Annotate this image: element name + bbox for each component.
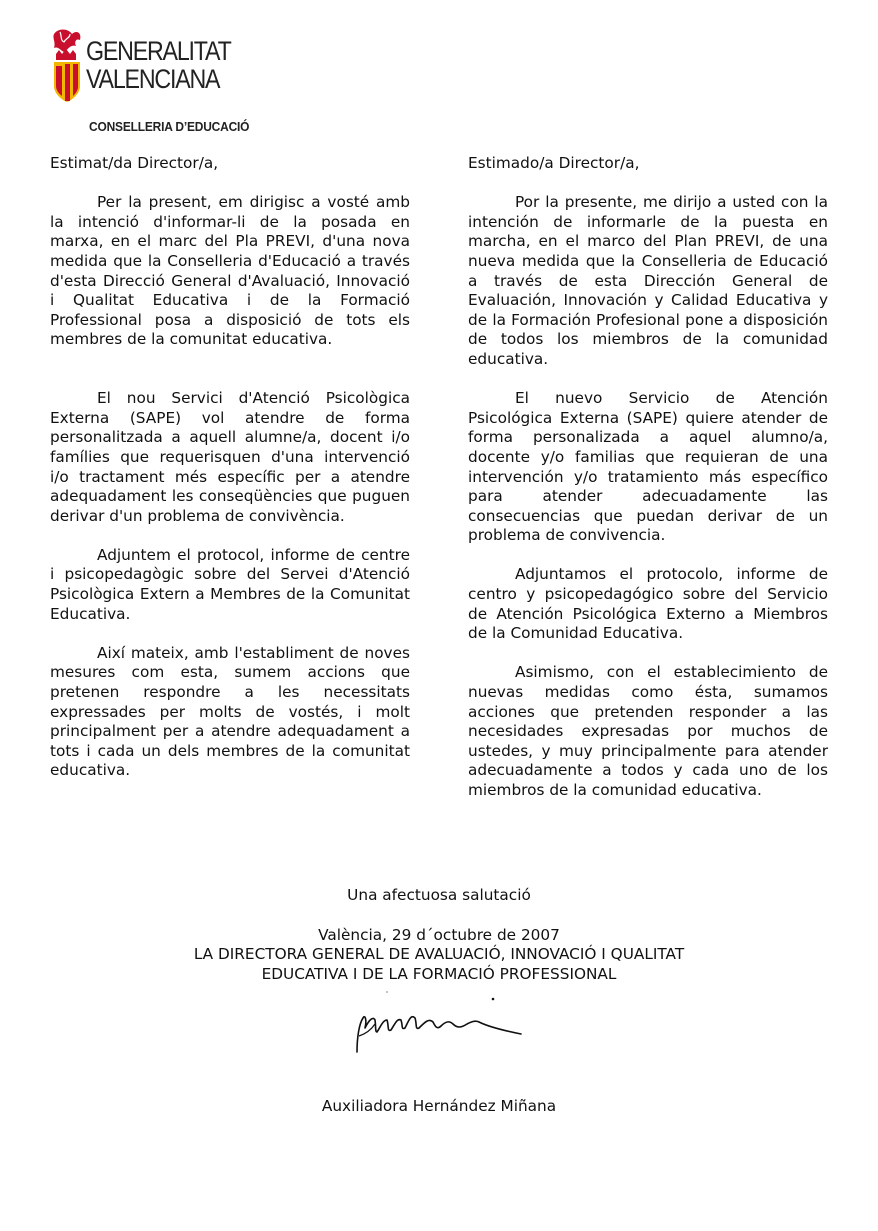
closing-salutation: Una afectuosa salutació — [347, 886, 531, 904]
paragraph-4: Asimismo, con el establecimiento de nuevas medidas como ésta, sumamos acciones que pretenden responder a las necesidades expresadas por muchos de ustedes, y muy principalmente para atender adecuadamente a todos y cada uno de los miembros de la comunidad educativa. — [468, 663, 828, 799]
paragraph-2: El nuevo Servicio de Atención Psicológica Externa (SAPE) quiere atender de forma personalizada a aquel alumno/a, docente y/o familias que requieran de una intervención y/o tratamiento más específico para atender adecuadamente las consecuencias que puedan derivar de un problema de convivencia. — [468, 389, 828, 545]
handwritten-signature — [345, 990, 535, 1060]
paragraph-1: Por la presente, me dirijo a usted con la intención de informarle de la puesta en marcha, en el marco del Plan PREVI, de una nueva medida que la Conselleria de Educació a través de esta Dirección General de Evaluación, Innovación y Calidad Educativa y de la Formación Profesional pone a disposición de todos los miembros de la comunidad educativa. — [468, 193, 828, 368]
logo-text-valenciana: VALENCIANA — [86, 64, 220, 94]
paragraph-3: Adjuntamos el protocolo, informe de centro y psicopedagógico sobre del Servicio de Atención Psicológica Externo a Miembros de la Comunidad Educativa. — [468, 565, 828, 643]
paragraph-3: Adjuntem el protocol, informe de centre i psicopedagògic sobre del Servei d'Atenció Psicològica Extern a Membres de la Comunitat Educativa. — [50, 545, 410, 623]
greeting: Estimado/a Director/a, — [468, 154, 640, 172]
greeting: Estimat/da Director/a, — [50, 154, 219, 172]
paragraph-1: Per la present, em dirigisc a vosté amb la intenció d'informar-li de la posada en marxa, en el marc del Pla PREVI, d'una nova medida que la Conselleria d'Educació a través d'esta Direcció General d'Avaluació, Innovació i Qualitat Educativa i de la Formació Professional posa a disposició de tots els membres de la comunitat educativa. — [50, 193, 410, 349]
place-date: València, 29 d´octubre de 2007 — [318, 926, 560, 944]
department-name: CONSELLERIA D’EDUCACIÓ — [89, 119, 250, 134]
bat-crest-icon — [50, 28, 84, 102]
signer-title-line1: LA DIRECTORA GENERAL DE AVALUACIÓ, INNOVACIÓ I QUALITAT — [193, 945, 685, 963]
paragraph-4: Així mateix, amb l'establiment de noves mesures com esta, sumem accions que pretenen respondre a les necessitats expressades per molts de vostés, i molt principalment per a atendre adequadament a tots i cada un dels membres de la comunitat educativa. — [50, 643, 410, 780]
signer-name: Auxiliadora Hernández Miñana — [321, 1097, 557, 1115]
paragraph-2: El nou Servici d'Atenció Psicològica Externa (SAPE) vol atendre de forma personalitzada a aquell alumne/a, docent i/o famílies que requerisquen d'una intervenció i/o tractament més específic per a atendre adequadament les conseqüències que puguen derivar d'un problema de convivència. — [50, 389, 410, 525]
logo-text-generalitat: GENERALITAT — [86, 36, 231, 66]
left-column-valencian — [50, 154, 410, 781]
signer-title-line2: EDUCATIVA I DE LA FORMACIÓ PROFESSIONAL — [261, 965, 617, 983]
right-column-spanish — [468, 154, 828, 801]
